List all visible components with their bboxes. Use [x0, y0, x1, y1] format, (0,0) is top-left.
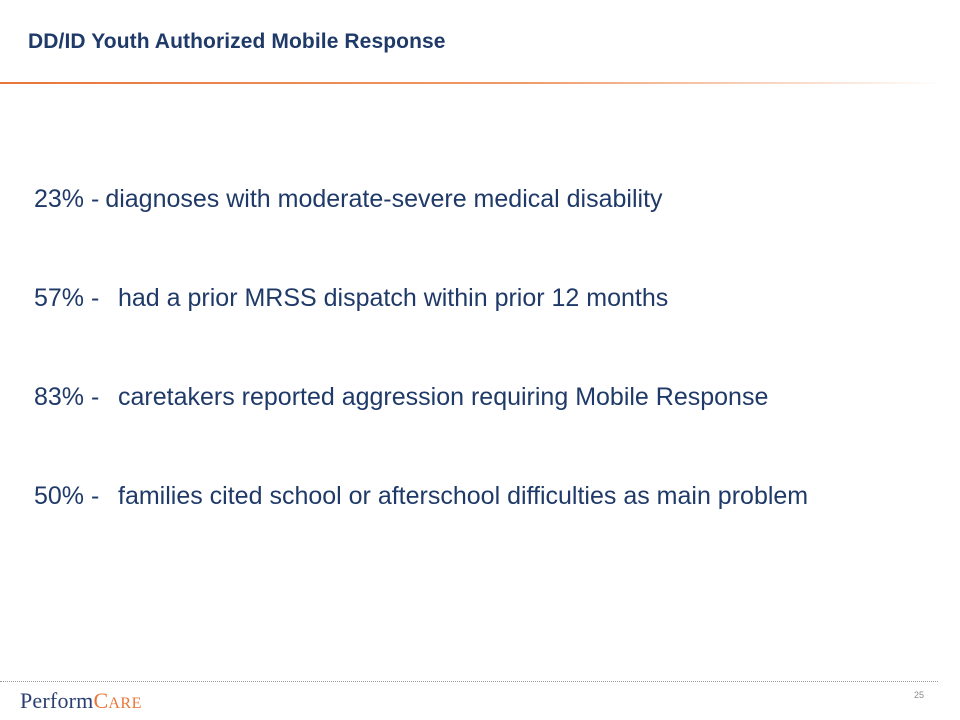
stat-row-4 [34, 476, 934, 516]
logo-wordmark-are: ARE [108, 695, 142, 712]
stat-row-3 [34, 377, 934, 417]
title-divider [0, 82, 944, 84]
footer-divider [0, 681, 938, 682]
performcare-logo [20, 688, 142, 714]
page-number: 25 [914, 690, 925, 700]
stat-row-1 [34, 179, 934, 219]
stat-description: diagnoses with moderate-severe medical disability [105, 185, 663, 213]
logo-wordmark-c: C [93, 688, 109, 713]
stat-percentage: 57% - [34, 284, 100, 312]
stat-percentage: 50% - [34, 482, 100, 510]
stats-list [34, 179, 934, 575]
logo-wordmark-perform: Perform [20, 688, 94, 713]
slide-title: DD/ID Youth Authorized Mobile Response [28, 30, 446, 53]
stat-description: caretakers reported aggression requiring Mobile Response [118, 383, 769, 411]
stat-percentage: 23% - [34, 185, 100, 213]
stat-description: had a prior MRSS dispatch within prior 12 months [118, 284, 669, 312]
stat-description: families cited school or afterschool difficulties as main problem [118, 482, 809, 510]
stat-row-2 [34, 278, 934, 318]
stat-percentage: 83% - [34, 383, 100, 411]
